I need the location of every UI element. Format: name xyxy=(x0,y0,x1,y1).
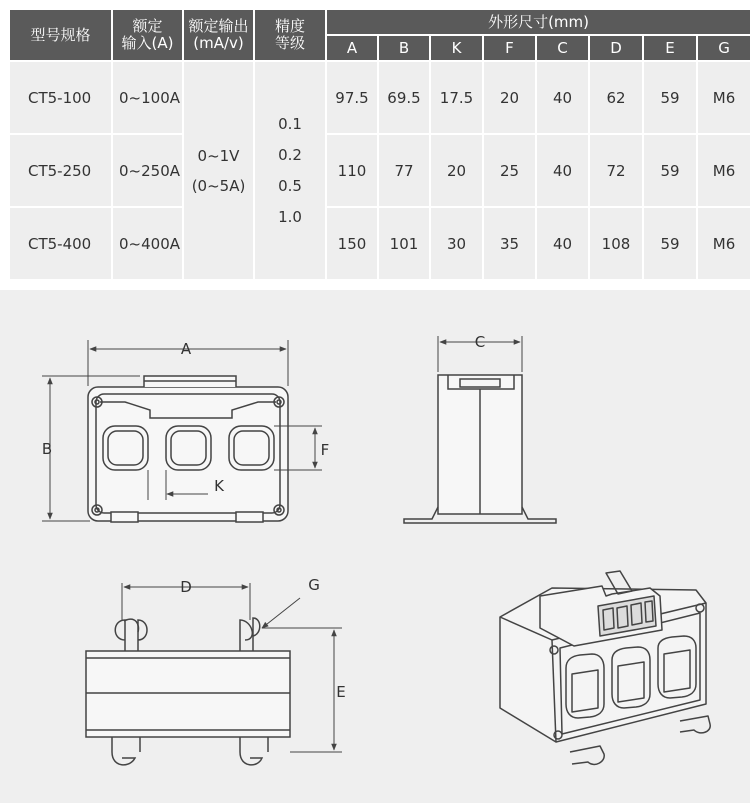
cell-d: 62 xyxy=(590,62,642,133)
cell-k: 17.5 xyxy=(431,62,482,133)
label-e: E xyxy=(336,683,346,701)
cell-a: 97.5 xyxy=(327,62,377,133)
header-dim-e: E xyxy=(644,36,696,60)
rated-output-cell: 0~1V (0~5A) xyxy=(184,62,253,279)
side-view xyxy=(404,336,556,523)
cell-f: 20 xyxy=(484,62,535,133)
row-model: CT5-400 xyxy=(10,208,111,279)
header-dim-c: C xyxy=(537,36,588,60)
label-d: D xyxy=(180,578,192,596)
cell-d: 72 xyxy=(590,135,642,206)
cell-b: 69.5 xyxy=(379,62,429,133)
label-c: C xyxy=(474,333,486,351)
header-dim-g: G xyxy=(698,36,750,60)
dimension-drawings xyxy=(0,290,750,803)
label-a: A xyxy=(180,340,192,358)
cell-c: 40 xyxy=(537,208,588,279)
cell-k: 30 xyxy=(431,208,482,279)
header-dim-a: A xyxy=(327,36,377,60)
cell-e: 59 xyxy=(644,208,696,279)
header-dim-d: D xyxy=(590,36,642,60)
table-row xyxy=(10,62,750,133)
cell-f: 25 xyxy=(484,135,535,206)
row-input: 0~250A xyxy=(113,135,182,206)
cell-g: M6 xyxy=(698,62,750,133)
cell-b: 77 xyxy=(379,135,429,206)
cell-g: M6 xyxy=(698,208,750,279)
table-row xyxy=(10,135,750,206)
cell-a: 110 xyxy=(327,135,377,206)
header-accuracy: 精度 等级 xyxy=(255,10,325,60)
front-view xyxy=(42,340,322,522)
cell-d: 108 xyxy=(590,208,642,279)
table-row xyxy=(10,208,750,279)
cell-e: 59 xyxy=(644,62,696,133)
drawing-panel xyxy=(0,290,750,803)
header-rated-output: 额定输出 (mA/v) xyxy=(184,10,253,60)
spec-table xyxy=(8,8,750,281)
cell-e: 59 xyxy=(644,135,696,206)
cell-k: 20 xyxy=(431,135,482,206)
cell-f: 35 xyxy=(484,208,535,279)
bottom-view xyxy=(86,583,342,765)
header-rated-input: 额定 输入(A) xyxy=(113,10,182,60)
header-model: 型号规格 xyxy=(10,10,111,60)
row-input: 0~100A xyxy=(113,62,182,133)
header-dimensions: 外形尺寸(mm) xyxy=(327,10,750,34)
label-g: G xyxy=(308,576,320,594)
accuracy-cell: 0.1 0.2 0.5 1.0 xyxy=(255,62,325,279)
header-dim-b: B xyxy=(379,36,429,60)
cell-g: M6 xyxy=(698,135,750,206)
label-f: F xyxy=(320,441,330,459)
cell-c: 40 xyxy=(537,135,588,206)
header-dim-f: F xyxy=(484,36,535,60)
header-dim-k: K xyxy=(431,36,482,60)
cell-c: 40 xyxy=(537,62,588,133)
isometric-view xyxy=(500,571,710,764)
cell-b: 101 xyxy=(379,208,429,279)
row-input: 0~400A xyxy=(113,208,182,279)
row-model: CT5-100 xyxy=(10,62,111,133)
label-b: B xyxy=(41,440,53,458)
cell-a: 150 xyxy=(327,208,377,279)
label-k: K xyxy=(214,477,224,495)
row-model: CT5-250 xyxy=(10,135,111,206)
